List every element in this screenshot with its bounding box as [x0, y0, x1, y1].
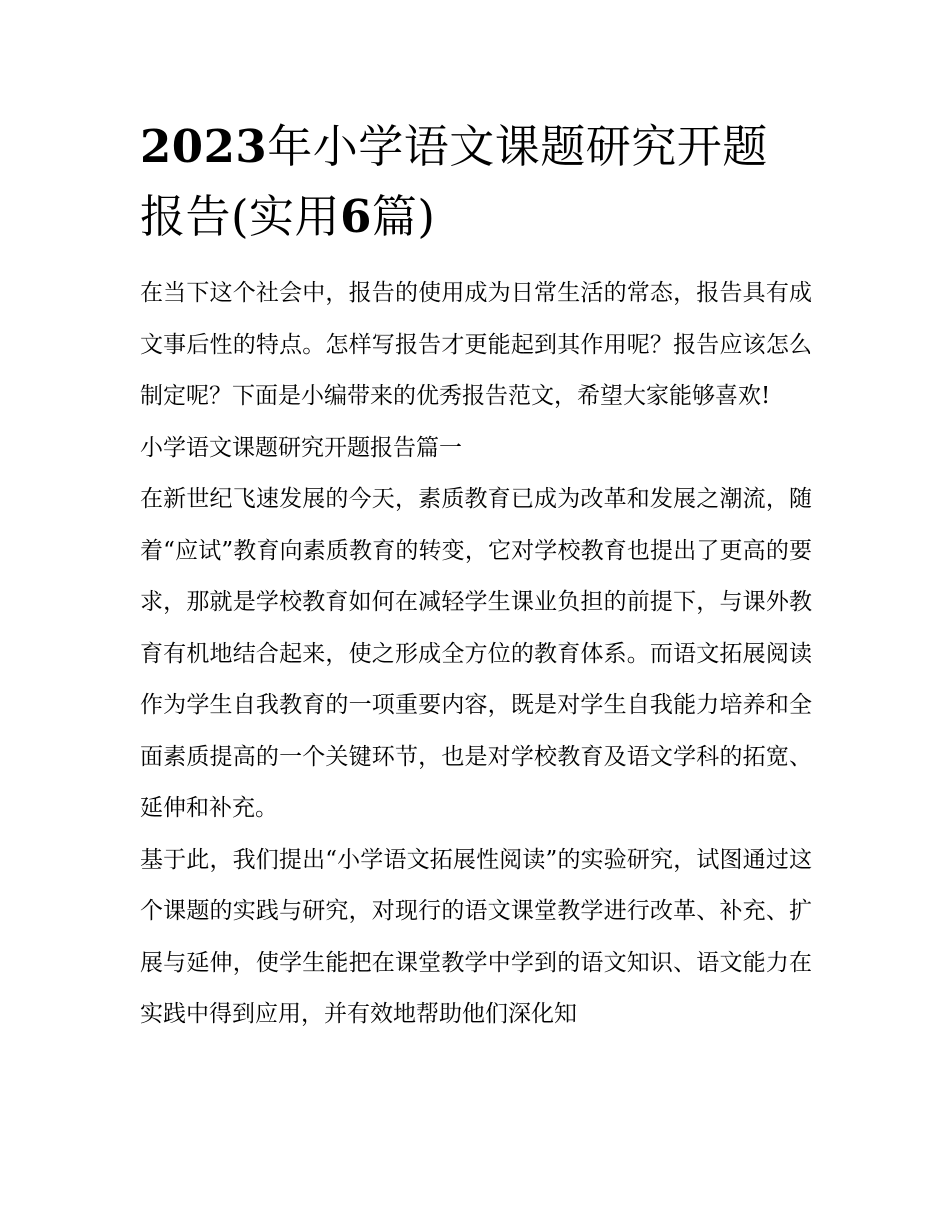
intro-paragraph: 在当下这个社会中，报告的使用成为日常生活的常态，报告具有成文事后性的特点。怎样写报告才更能起到其作用呢？报告应该怎么制定呢？下面是小编带来的优秀报告范文，希望大家能够喜欢!	[140, 280, 812, 409]
title-text-end: 篇)	[371, 190, 436, 243]
title-text-main: 年小学语文课题研究开题报告(实用	[140, 120, 768, 243]
title-year: 2023	[140, 120, 268, 173]
document-title	[140, 112, 812, 252]
document-body	[140, 112, 812, 1041]
body-paragraph-1: 在新世纪飞速发展的今天，素质教育已成为改革和发展之潮流，随着“应试”教育向素质教育的转变，它对学校教育也提出了更高的要求，那就是学校教育如何在减轻学生课业负担的前提下，与课外教育有机地结合起来，使之形成全方位的教育体系。而语文拓展阅读作为学生自我教育的一项重要内容，既是对学生自我能力培养和全面素质提高的一个关键环节，也是对学校教育及语文学科的拓宽、延伸和补充。	[140, 486, 812, 821]
title-count: 6	[340, 190, 372, 243]
body-paragraph-2: 基于此，我们提出“小学语文拓展性阅读”的实验研究，试图通过这个课题的实践与研究，对现行的语文课堂教学进行改革、补充、扩展与延伸，使学生能把在课堂教学中学到的语文知识、语文能力在实践中得到应用，并有效地帮助他们深化知	[140, 846, 812, 1027]
section-heading: 小学语文课题研究开题报告篇一	[140, 434, 462, 461]
